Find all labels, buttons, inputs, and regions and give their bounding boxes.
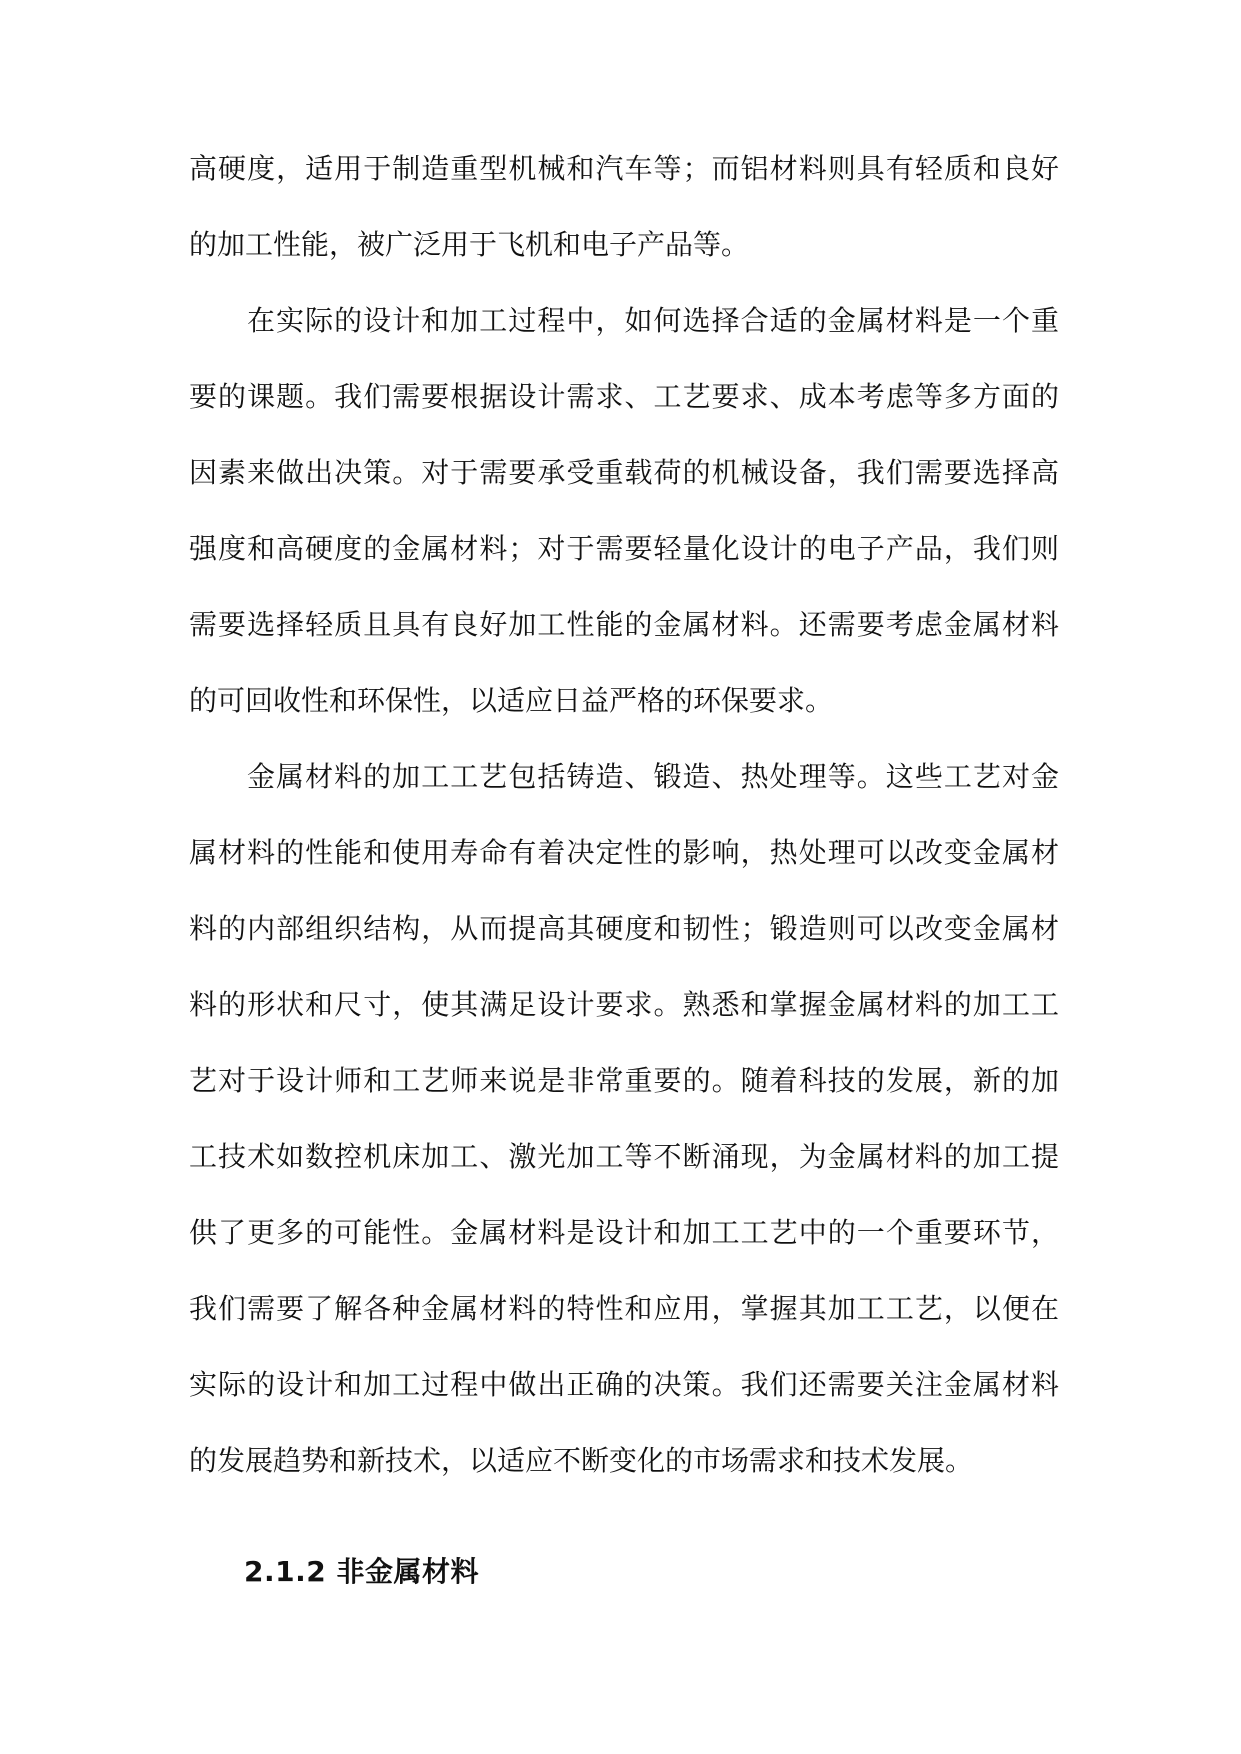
text-line: 强度和高硬度的金属材料；对于需要轻量化设计的电子产品，我们则	[189, 532, 1059, 565]
paragraph	[189, 131, 1059, 283]
text-line: 料的形状和尺寸，使其满足设计要求。熟悉和掌握金属材料的加工工	[189, 988, 1059, 1021]
text-line: 高硬度，适用于制造重型机械和汽车等；而铝材料则具有轻质和良好	[189, 152, 1059, 185]
text-line: 要的课题。我们需要根据设计需求、工艺要求、成本考虑等多方面的	[189, 380, 1059, 413]
text-line: 的可回收性和环保性，以适应日益严格的环保要求。	[189, 684, 834, 717]
text-line: 工技术如数控机床加工、激光加工等不断涌现，为金属材料的加工提	[189, 1140, 1059, 1173]
text-line: 的发展趋势和新技术，以适应不断变化的市场需求和技术发展。	[189, 1444, 974, 1477]
section-heading: 2.1.2 非金属材料	[244, 1555, 479, 1588]
text-line: 金属材料的加工工艺包括铸造、锻造、热处理等。这些工艺对金	[247, 760, 1059, 793]
text-line: 艺对于设计师和工艺师来说是非常重要的。随着科技的发展，新的加	[189, 1064, 1059, 1097]
text-line: 因素来做出决策。对于需要承受重载荷的机械设备，我们需要选择高	[189, 456, 1059, 489]
text-line: 在实际的设计和加工过程中，如何选择合适的金属材料是一个重	[247, 304, 1059, 337]
text-line: 我们需要了解各种金属材料的特性和应用，掌握其加工工艺，以便在	[189, 1292, 1059, 1325]
text-line: 料的内部组织结构，从而提高其硬度和韧性；锻造则可以改变金属材	[189, 912, 1059, 945]
paragraph	[189, 283, 1059, 739]
text-line: 供了更多的可能性。金属材料是设计和加工工艺中的一个重要环节，	[189, 1216, 1059, 1249]
paragraph	[189, 739, 1059, 1499]
text-line: 的加工性能，被广泛用于飞机和电子产品等。	[189, 228, 750, 261]
body-text	[189, 131, 1059, 1499]
text-line: 实际的设计和加工过程中做出正确的决策。我们还需要关注金属材料	[189, 1368, 1059, 1401]
text-line: 需要选择轻质且具有良好加工性能的金属材料。还需要考虑金属材料	[189, 608, 1059, 641]
text-line: 属材料的性能和使用寿命有着决定性的影响，热处理可以改变金属材	[189, 836, 1059, 869]
